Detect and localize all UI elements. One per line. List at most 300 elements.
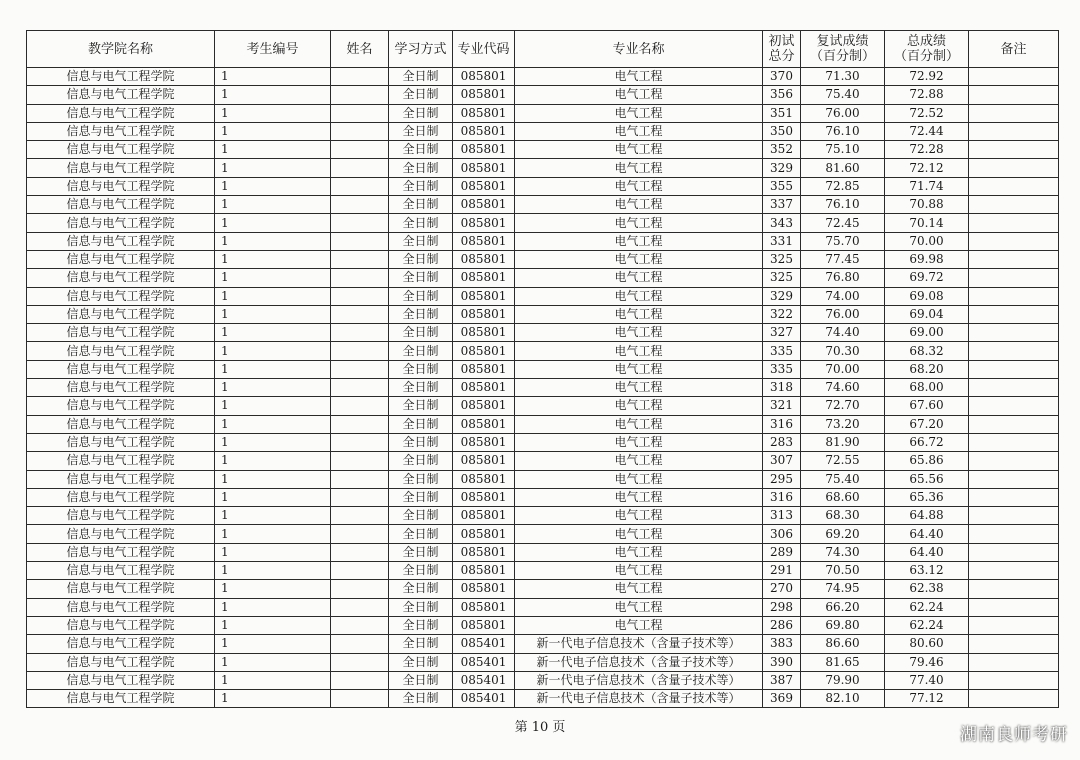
cell-name (331, 214, 389, 232)
cell-major-code: 085801 (453, 250, 515, 268)
cell-initial-score: 335 (763, 342, 801, 360)
cell-total-score: 80.60 (885, 635, 969, 653)
cell-school: 信息与电气工程学院 (27, 141, 215, 159)
cell-total-score: 77.40 (885, 671, 969, 689)
table-header-row (27, 31, 1059, 68)
cell-name (331, 360, 389, 378)
cell-major-code: 085801 (453, 342, 515, 360)
table-row (27, 360, 1059, 378)
cell-major-code: 085801 (453, 159, 515, 177)
cell-note (969, 379, 1059, 397)
cell-school: 信息与电气工程学院 (27, 616, 215, 634)
cell-total-score: 71.74 (885, 177, 969, 195)
cell-major-code: 085801 (453, 379, 515, 397)
cell-exam-id: 1 (215, 616, 331, 634)
cell-major-code: 085401 (453, 690, 515, 708)
cell-name (331, 86, 389, 104)
cell-study-mode: 全日制 (389, 232, 453, 250)
table-row (27, 86, 1059, 104)
cell-retest-score: 72.70 (801, 397, 885, 415)
table-row (27, 196, 1059, 214)
cell-major-code: 085801 (453, 470, 515, 488)
cell-initial-score: 313 (763, 507, 801, 525)
cell-name (331, 250, 389, 268)
cell-initial-score: 343 (763, 214, 801, 232)
cell-exam-id: 1 (215, 598, 331, 616)
cell-retest-score: 79.90 (801, 671, 885, 689)
cell-study-mode: 全日制 (389, 488, 453, 506)
cell-total-score: 65.86 (885, 452, 969, 470)
cell-school: 信息与电气工程学院 (27, 598, 215, 616)
table-row (27, 159, 1059, 177)
cell-note (969, 305, 1059, 323)
cell-total-score: 69.08 (885, 287, 969, 305)
cell-major-name: 电气工程 (515, 122, 763, 140)
cell-study-mode: 全日制 (389, 616, 453, 634)
cell-major-name: 电气工程 (515, 562, 763, 580)
cell-initial-score: 329 (763, 287, 801, 305)
table-row (27, 671, 1059, 689)
cell-initial-score: 355 (763, 177, 801, 195)
cell-school: 信息与电气工程学院 (27, 196, 215, 214)
table-row (27, 507, 1059, 525)
cell-study-mode: 全日制 (389, 507, 453, 525)
cell-study-mode: 全日制 (389, 580, 453, 598)
cell-exam-id: 1 (215, 269, 331, 287)
cell-school: 信息与电气工程学院 (27, 360, 215, 378)
cell-school: 信息与电气工程学院 (27, 415, 215, 433)
cell-total-score: 69.98 (885, 250, 969, 268)
cell-name (331, 122, 389, 140)
header-retest-line2: （百分制） (809, 49, 875, 64)
cell-initial-score: 390 (763, 653, 801, 671)
cell-exam-id: 1 (215, 159, 331, 177)
cell-school: 信息与电气工程学院 (27, 305, 215, 323)
cell-initial-score: 327 (763, 324, 801, 342)
cell-total-score: 77.12 (885, 690, 969, 708)
table-row (27, 635, 1059, 653)
cell-retest-score: 68.30 (801, 507, 885, 525)
cell-study-mode: 全日制 (389, 305, 453, 323)
cell-study-mode: 全日制 (389, 671, 453, 689)
cell-name (331, 287, 389, 305)
cell-major-name: 电气工程 (515, 452, 763, 470)
cell-name (331, 452, 389, 470)
cell-total-score: 79.46 (885, 653, 969, 671)
table-row (27, 214, 1059, 232)
table-row (27, 287, 1059, 305)
header-note: 备注 (969, 31, 1059, 68)
cell-study-mode: 全日制 (389, 196, 453, 214)
cell-study-mode: 全日制 (389, 214, 453, 232)
cell-major-code: 085801 (453, 415, 515, 433)
cell-study-mode: 全日制 (389, 525, 453, 543)
cell-study-mode: 全日制 (389, 86, 453, 104)
cell-major-name: 电气工程 (515, 433, 763, 451)
cell-initial-score: 283 (763, 433, 801, 451)
cell-retest-score: 69.20 (801, 525, 885, 543)
cell-total-score: 68.20 (885, 360, 969, 378)
cell-study-mode: 全日制 (389, 379, 453, 397)
cell-retest-score: 76.10 (801, 122, 885, 140)
cell-total-score: 69.04 (885, 305, 969, 323)
cell-initial-score: 298 (763, 598, 801, 616)
cell-total-score: 66.72 (885, 433, 969, 451)
table-row (27, 598, 1059, 616)
cell-major-name: 电气工程 (515, 598, 763, 616)
cell-study-mode: 全日制 (389, 360, 453, 378)
cell-major-code: 085801 (453, 562, 515, 580)
cell-major-name: 电气工程 (515, 196, 763, 214)
cell-study-mode: 全日制 (389, 68, 453, 86)
cell-major-name: 电气工程 (515, 177, 763, 195)
cell-exam-id: 1 (215, 122, 331, 140)
cell-major-name: 新一代电子信息技术（含量子技术等） (515, 635, 763, 653)
cell-major-name: 新一代电子信息技术（含量子技术等） (515, 671, 763, 689)
cell-study-mode: 全日制 (389, 598, 453, 616)
cell-total-score: 72.92 (885, 68, 969, 86)
table-row (27, 562, 1059, 580)
cell-name (331, 671, 389, 689)
cell-note (969, 68, 1059, 86)
cell-exam-id: 1 (215, 415, 331, 433)
page-number: 第 10 页 (514, 720, 566, 735)
table-row (27, 397, 1059, 415)
cell-initial-score: 306 (763, 525, 801, 543)
cell-exam-id: 1 (215, 433, 331, 451)
cell-major-code: 085801 (453, 68, 515, 86)
cell-study-mode: 全日制 (389, 104, 453, 122)
cell-retest-score: 68.60 (801, 488, 885, 506)
cell-name (331, 269, 389, 287)
cell-retest-score: 71.30 (801, 68, 885, 86)
cell-major-name: 电气工程 (515, 250, 763, 268)
cell-name (331, 653, 389, 671)
header-initial-score-line1: 初试 (768, 34, 795, 49)
cell-initial-score: 286 (763, 616, 801, 634)
cell-total-score: 64.40 (885, 543, 969, 561)
cell-total-score: 70.00 (885, 232, 969, 250)
table-row (27, 525, 1059, 543)
cell-initial-score: 331 (763, 232, 801, 250)
cell-major-name: 新一代电子信息技术（含量子技术等） (515, 653, 763, 671)
cell-major-name: 电气工程 (515, 287, 763, 305)
cell-exam-id: 1 (215, 525, 331, 543)
table-row (27, 177, 1059, 195)
cell-major-code: 085801 (453, 616, 515, 634)
cell-exam-id: 1 (215, 507, 331, 525)
header-major-name: 专业名称 (515, 31, 763, 68)
cell-major-name: 电气工程 (515, 269, 763, 287)
cell-major-name: 电气工程 (515, 379, 763, 397)
table-row (27, 232, 1059, 250)
cell-major-name: 新一代电子信息技术（含量子技术等） (515, 690, 763, 708)
cell-retest-score: 74.60 (801, 379, 885, 397)
cell-exam-id: 1 (215, 470, 331, 488)
cell-study-mode: 全日制 (389, 122, 453, 140)
cell-major-name: 电气工程 (515, 159, 763, 177)
cell-major-name: 电气工程 (515, 360, 763, 378)
cell-exam-id: 1 (215, 214, 331, 232)
cell-initial-score: 369 (763, 690, 801, 708)
cell-study-mode: 全日制 (389, 141, 453, 159)
cell-note (969, 232, 1059, 250)
header-name: 姓名 (331, 31, 389, 68)
cell-initial-score: 387 (763, 671, 801, 689)
cell-initial-score: 316 (763, 415, 801, 433)
cell-name (331, 580, 389, 598)
cell-note (969, 86, 1059, 104)
cell-retest-score: 74.95 (801, 580, 885, 598)
cell-school: 信息与电气工程学院 (27, 214, 215, 232)
cell-study-mode: 全日制 (389, 415, 453, 433)
header-school: 教学院名称 (27, 31, 215, 68)
cell-study-mode: 全日制 (389, 287, 453, 305)
cell-school: 信息与电气工程学院 (27, 122, 215, 140)
cell-total-score: 68.32 (885, 342, 969, 360)
cell-retest-score: 74.00 (801, 287, 885, 305)
table-row (27, 415, 1059, 433)
cell-exam-id: 1 (215, 342, 331, 360)
cell-exam-id: 1 (215, 397, 331, 415)
cell-major-code: 085801 (453, 360, 515, 378)
cell-exam-id: 1 (215, 379, 331, 397)
cell-school: 信息与电气工程学院 (27, 86, 215, 104)
cell-note (969, 580, 1059, 598)
cell-total-score: 64.88 (885, 507, 969, 525)
cell-exam-id: 1 (215, 232, 331, 250)
cell-initial-score: 325 (763, 250, 801, 268)
cell-major-name: 电气工程 (515, 488, 763, 506)
cell-retest-score: 75.40 (801, 470, 885, 488)
cell-study-mode: 全日制 (389, 543, 453, 561)
cell-name (331, 525, 389, 543)
cell-exam-id: 1 (215, 671, 331, 689)
cell-retest-score: 77.45 (801, 250, 885, 268)
cell-major-name: 电气工程 (515, 580, 763, 598)
cell-note (969, 635, 1059, 653)
cell-total-score: 62.24 (885, 616, 969, 634)
cell-name (331, 379, 389, 397)
cell-major-code: 085401 (453, 653, 515, 671)
header-total-score (885, 31, 969, 68)
cell-initial-score: 321 (763, 397, 801, 415)
cell-retest-score: 69.80 (801, 616, 885, 634)
cell-retest-score: 74.30 (801, 543, 885, 561)
cell-exam-id: 1 (215, 360, 331, 378)
cell-note (969, 104, 1059, 122)
header-study-mode: 学习方式 (389, 31, 453, 68)
cell-total-score: 72.12 (885, 159, 969, 177)
cell-total-score: 72.88 (885, 86, 969, 104)
cell-retest-score: 75.10 (801, 141, 885, 159)
cell-total-score: 65.36 (885, 488, 969, 506)
cell-exam-id: 1 (215, 250, 331, 268)
cell-major-code: 085801 (453, 433, 515, 451)
cell-major-code: 085801 (453, 598, 515, 616)
cell-exam-id: 1 (215, 653, 331, 671)
cell-note (969, 690, 1059, 708)
cell-school: 信息与电气工程学院 (27, 159, 215, 177)
cell-major-name: 电气工程 (515, 232, 763, 250)
header-retest-line1: 复试成绩 (816, 34, 869, 49)
cell-retest-score: 76.80 (801, 269, 885, 287)
cell-note (969, 342, 1059, 360)
cell-retest-score: 75.70 (801, 232, 885, 250)
cell-initial-score: 350 (763, 122, 801, 140)
cell-note (969, 671, 1059, 689)
cell-major-code: 085801 (453, 507, 515, 525)
cell-note (969, 196, 1059, 214)
cell-retest-score: 82.10 (801, 690, 885, 708)
cell-school: 信息与电气工程学院 (27, 525, 215, 543)
cell-exam-id: 1 (215, 635, 331, 653)
cell-school: 信息与电气工程学院 (27, 653, 215, 671)
cell-retest-score: 81.90 (801, 433, 885, 451)
table-row (27, 122, 1059, 140)
cell-major-code: 085401 (453, 671, 515, 689)
cell-school: 信息与电气工程学院 (27, 232, 215, 250)
table-row (27, 543, 1059, 561)
cell-initial-score: 356 (763, 86, 801, 104)
cell-name (331, 104, 389, 122)
cell-school: 信息与电气工程学院 (27, 543, 215, 561)
cell-school: 信息与电气工程学院 (27, 671, 215, 689)
cell-name (331, 177, 389, 195)
cell-major-name: 电气工程 (515, 525, 763, 543)
cell-initial-score: 352 (763, 141, 801, 159)
cell-major-name: 电气工程 (515, 68, 763, 86)
cell-initial-score: 307 (763, 452, 801, 470)
cell-note (969, 250, 1059, 268)
cell-name (331, 488, 389, 506)
cell-major-name: 电气工程 (515, 470, 763, 488)
table-row (27, 68, 1059, 86)
cell-initial-score: 316 (763, 488, 801, 506)
cell-note (969, 269, 1059, 287)
cell-initial-score: 295 (763, 470, 801, 488)
header-initial-score (763, 31, 801, 68)
cell-major-code: 085801 (453, 397, 515, 415)
cell-retest-score: 66.20 (801, 598, 885, 616)
cell-total-score: 70.88 (885, 196, 969, 214)
header-total-line2: （百分制） (893, 49, 959, 64)
cell-total-score: 72.52 (885, 104, 969, 122)
cell-note (969, 598, 1059, 616)
cell-name (331, 616, 389, 634)
table-row (27, 616, 1059, 634)
cell-note (969, 488, 1059, 506)
cell-school: 信息与电气工程学院 (27, 470, 215, 488)
cell-total-score: 62.38 (885, 580, 969, 598)
cell-name (331, 507, 389, 525)
cell-initial-score: 270 (763, 580, 801, 598)
cell-major-name: 电气工程 (515, 397, 763, 415)
cell-name (331, 415, 389, 433)
table-row (27, 690, 1059, 708)
cell-note (969, 507, 1059, 525)
cell-name (331, 305, 389, 323)
cell-initial-score: 318 (763, 379, 801, 397)
cell-note (969, 141, 1059, 159)
cell-retest-score: 81.60 (801, 159, 885, 177)
cell-study-mode: 全日制 (389, 324, 453, 342)
cell-name (331, 598, 389, 616)
cell-major-name: 电气工程 (515, 86, 763, 104)
cell-initial-score: 335 (763, 360, 801, 378)
cell-school: 信息与电气工程学院 (27, 68, 215, 86)
cell-study-mode: 全日制 (389, 690, 453, 708)
cell-total-score: 65.56 (885, 470, 969, 488)
cell-major-name: 电气工程 (515, 342, 763, 360)
cell-study-mode: 全日制 (389, 269, 453, 287)
cell-exam-id: 1 (215, 141, 331, 159)
cell-major-code: 085801 (453, 580, 515, 598)
table-row (27, 452, 1059, 470)
cell-major-code: 085801 (453, 269, 515, 287)
header-initial-score-line2: 总分 (768, 49, 795, 64)
cell-major-name: 电气工程 (515, 616, 763, 634)
cell-retest-score: 70.50 (801, 562, 885, 580)
table-row (27, 488, 1059, 506)
cell-name (331, 342, 389, 360)
cell-initial-score: 351 (763, 104, 801, 122)
cell-major-name: 电气工程 (515, 305, 763, 323)
table-row (27, 104, 1059, 122)
cell-school: 信息与电气工程学院 (27, 433, 215, 451)
cell-name (331, 68, 389, 86)
cell-retest-score: 76.10 (801, 196, 885, 214)
cell-study-mode: 全日制 (389, 159, 453, 177)
table-row (27, 433, 1059, 451)
table-row (27, 269, 1059, 287)
cell-major-code: 085801 (453, 214, 515, 232)
cell-study-mode: 全日制 (389, 250, 453, 268)
table-row (27, 379, 1059, 397)
cell-study-mode: 全日制 (389, 177, 453, 195)
cell-initial-score: 383 (763, 635, 801, 653)
cell-school: 信息与电气工程学院 (27, 287, 215, 305)
header-exam-id: 考生编号 (215, 31, 331, 68)
cell-initial-score: 291 (763, 562, 801, 580)
cell-name (331, 324, 389, 342)
cell-school: 信息与电气工程学院 (27, 488, 215, 506)
header-retest-score (801, 31, 885, 68)
cell-note (969, 122, 1059, 140)
table-row (27, 305, 1059, 323)
cell-study-mode: 全日制 (389, 470, 453, 488)
cell-note (969, 177, 1059, 195)
cell-major-code: 085801 (453, 177, 515, 195)
cell-school: 信息与电气工程学院 (27, 507, 215, 525)
cell-note (969, 214, 1059, 232)
cell-school: 信息与电气工程学院 (27, 690, 215, 708)
table-row (27, 470, 1059, 488)
cell-retest-score: 70.00 (801, 360, 885, 378)
cell-major-code: 085401 (453, 635, 515, 653)
cell-note (969, 452, 1059, 470)
cell-note (969, 397, 1059, 415)
cell-school: 信息与电气工程学院 (27, 580, 215, 598)
cell-major-name: 电气工程 (515, 141, 763, 159)
cell-name (331, 397, 389, 415)
cell-total-score: 69.00 (885, 324, 969, 342)
cell-name (331, 196, 389, 214)
cell-initial-score: 337 (763, 196, 801, 214)
cell-note (969, 415, 1059, 433)
cell-total-score: 62.24 (885, 598, 969, 616)
cell-name (331, 690, 389, 708)
